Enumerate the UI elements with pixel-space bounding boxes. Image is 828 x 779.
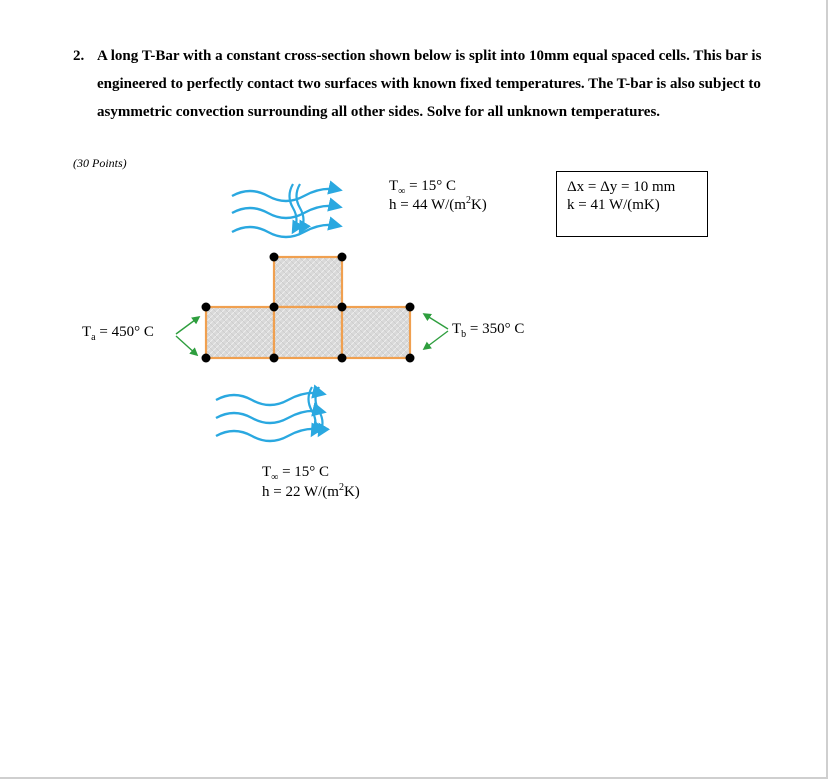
- wave-arrow: [297, 184, 304, 232]
- cell-left: [206, 307, 274, 358]
- boundary-arrow: [176, 317, 199, 334]
- grid-node: [202, 303, 211, 312]
- cell-right: [342, 307, 410, 358]
- grid-node: [406, 354, 415, 363]
- grid-node: [338, 303, 347, 312]
- right-boundary-arrows: [424, 314, 448, 349]
- top-h-label: h = 44 $W/(m^2K)$: [389, 195, 487, 213]
- left-temperature-label: $T_a = 450^\circ$ C: [82, 324, 154, 343]
- grid-node: [202, 354, 211, 363]
- wave-arrow: [216, 411, 324, 423]
- grid-node: [270, 303, 279, 312]
- wave-arrow: [216, 429, 324, 441]
- problem-number: 2.: [73, 48, 85, 64]
- top-vertical-wave-arrows: [290, 184, 304, 232]
- conductivity-label: k = 41 W/(mK): [567, 197, 660, 213]
- wave-arrow: [232, 189, 340, 201]
- cell-center: [274, 307, 342, 358]
- wave-arrow: [290, 184, 297, 232]
- grid-node: [406, 303, 415, 312]
- boundary-arrow: [424, 331, 448, 349]
- points-label: (30 Points): [73, 156, 127, 170]
- problem-text: A long T-Bar with a constant cross-section shown below is split into 10mm equal spaced cells. This bar is engineered to perfectly contact two surfaces with known fixed temperatures. The T-bar is also subject to asymmetric convection surrounding all other sides. Solve for all unknown temperatures.: [97, 48, 762, 120]
- spacing-label: Δx = Δy = 10 mm: [567, 179, 676, 195]
- top-wave-arrows: [232, 189, 340, 237]
- grid-node: [338, 253, 347, 262]
- grid-node: [270, 253, 279, 262]
- t-bar-cells: [206, 257, 410, 358]
- grid-node: [338, 354, 347, 363]
- grid-node: [270, 354, 279, 363]
- wave-arrow: [232, 206, 340, 218]
- wave-arrow: [232, 225, 340, 237]
- boundary-arrow: [424, 314, 448, 329]
- bottom-h-label: h = 22 $W/(m^2K)$: [262, 482, 360, 500]
- boundary-arrow: [176, 336, 197, 355]
- top-t-inf-label: $T_\infty = 15^\circ$ C: [389, 178, 457, 197]
- bottom-t-inf-label: $T_\infty = 15^\circ$ C: [262, 464, 330, 483]
- cell-top: [274, 257, 342, 307]
- right-temperature-label: $T_b = 350^\circ$ C: [452, 321, 525, 340]
- left-boundary-arrows: [176, 317, 199, 355]
